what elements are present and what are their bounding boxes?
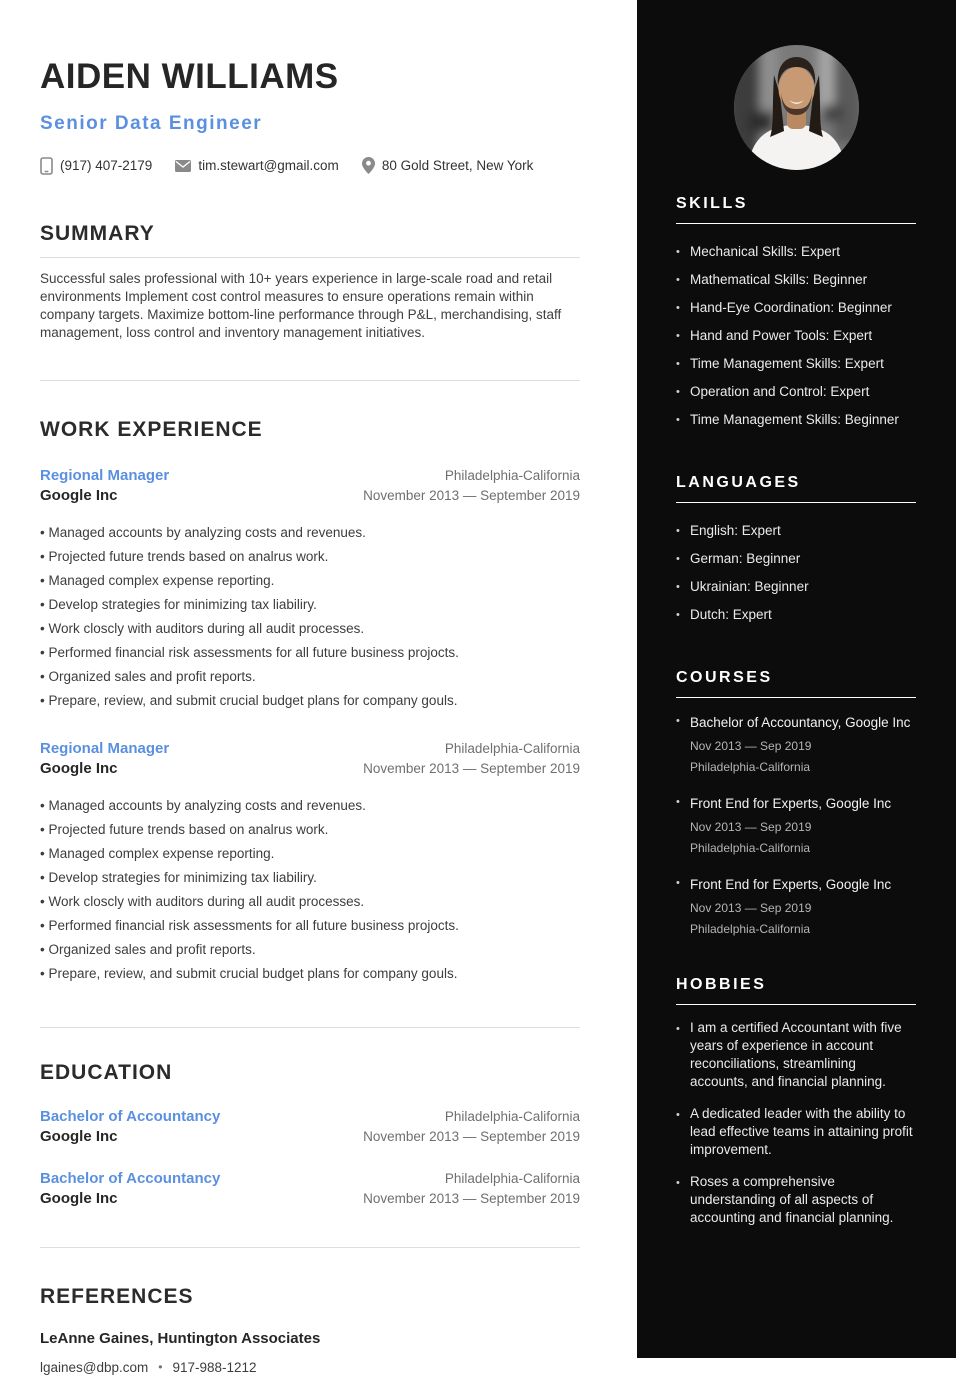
education-heading: EDUCATION [40, 1060, 173, 1084]
education-location: Philadelphia-California [444, 1108, 580, 1124]
job-bullet: • Prepare, review, and submit crucial budget plans for company gouls. [40, 689, 580, 713]
email-icon [175, 160, 191, 172]
job-entry [40, 739, 580, 986]
job-bullet: • Develop strategies for minimizing tax liabiliry. [40, 866, 580, 890]
contact-phone-text: (917) 407-2179 [60, 158, 153, 173]
course-item [676, 795, 916, 855]
education-school: Google Inc [40, 1127, 118, 1145]
job-bullet: • Performed financial risk assessments for all future business projocts. [40, 641, 580, 665]
contact-email-text: tim.stewart@gmail.com [198, 158, 339, 173]
job-location: Philadelphia-California [444, 467, 580, 483]
course-title: • Bachelor of Accountancy, Google Inc [690, 715, 911, 730]
separator-dot: • [158, 1360, 163, 1374]
job-bullet: • Projected future trends based on analrus work. [40, 545, 580, 569]
languages-section [676, 474, 916, 629]
references-section [40, 1285, 580, 1375]
person-name: AIDEN WILLIAMS [40, 57, 339, 96]
courses-list [676, 714, 916, 936]
job-header [40, 739, 580, 779]
contact-address-text: 80 Gold Street, New York [381, 158, 534, 173]
job-bullet: • Managed complex expense reporting. [40, 569, 580, 593]
education-school: Google Inc [40, 1189, 118, 1207]
divider [40, 380, 580, 381]
reference-contact [40, 1360, 580, 1375]
hobbies-section [676, 976, 916, 1227]
contact-address [362, 157, 534, 174]
skill-item: • Mechanical Skills: Expert [676, 238, 916, 266]
job-bullet-list [40, 521, 580, 713]
course-dates: Nov 2013 — Sep 2019 [690, 739, 812, 753]
course-location: Philadelphia-California [690, 760, 811, 774]
course-location: Philadelphia-California [690, 922, 811, 936]
language-item: • German: Beginner [676, 545, 916, 573]
divider [40, 1027, 580, 1028]
education-degree: Bachelor of Accountancy [40, 1107, 221, 1125]
job-bullet: • Work closcly with auditors during all audit processes. [40, 617, 580, 641]
course-title: • Front End for Experts, Google Inc [690, 877, 892, 892]
reference-name: LeAnne Gaines, Huntington Associates [40, 1329, 321, 1347]
course-location: Philadelphia-California [690, 841, 811, 855]
skills-section [676, 195, 916, 434]
contact-email [175, 158, 338, 173]
job-title: Regional Manager [40, 466, 170, 484]
person-job-title: Senior Data Engineer [40, 112, 263, 134]
languages-heading: LANGUAGES [676, 474, 916, 503]
course-dates: Nov 2013 — Sep 2019 [690, 820, 812, 834]
job-bullet: • Managed accounts by analyzing costs and revenues. [40, 521, 580, 545]
course-dates: Nov 2013 — Sep 2019 [690, 901, 812, 915]
references-heading: REFERENCES [40, 1284, 194, 1308]
language-item: • Dutch: Expert [676, 601, 916, 629]
job-bullet: • Performed financial risk assessments for all future business projocts. [40, 914, 580, 938]
sidebar [637, 0, 956, 1358]
language-item: • English: Expert [676, 517, 916, 545]
education-section [40, 1061, 580, 1209]
course-title: • Front End for Experts, Google Inc [690, 796, 892, 811]
summary-text: Successful sales professional with 10+ years experience in large-scale road and retail environments Implement cost control measures to ensure operations remain within company targets. Maximize bottom-line performance through P&L, merchandising, staff management, loss control and inventory management initiatives. [40, 270, 562, 340]
job-title: Regional Manager [40, 739, 170, 757]
job-location: Philadelphia-California [444, 740, 580, 756]
job-company: Google Inc [40, 486, 118, 504]
job-header [40, 466, 580, 506]
education-entry [40, 1107, 580, 1147]
skill-item: • Operation and Control: Expert [676, 378, 916, 406]
courses-section [676, 669, 916, 936]
hobbies-heading: HOBBIES [676, 976, 916, 1005]
divider [40, 1247, 580, 1248]
job-bullet: • Organized sales and profit reports. [40, 665, 580, 689]
divider [40, 257, 580, 258]
hobby-item: • A dedicated leader with the ability to lead effective teams in attaining profit improvement. [676, 1105, 916, 1159]
job-bullet: • Organized sales and profit reports. [40, 938, 580, 962]
job-bullet: • Managed complex expense reporting. [40, 842, 580, 866]
languages-list [676, 517, 916, 629]
education-entry [40, 1169, 580, 1209]
job-bullet: • Projected future trends based on analrus work. [40, 818, 580, 842]
work-experience-section [40, 418, 580, 986]
course-item [676, 876, 916, 936]
reference-email: lgaines@dbp.com [40, 1359, 149, 1375]
education-degree: Bachelor of Accountancy [40, 1169, 221, 1187]
job-company: Google Inc [40, 759, 118, 777]
job-bullet: • Prepare, review, and submit crucial budget plans for company gouls. [40, 962, 580, 986]
courses-heading: COURSES [676, 669, 916, 698]
summary-section [40, 222, 580, 342]
job-dates: November 2013 — September 2019 [363, 487, 580, 503]
skill-item: • Hand and Power Tools: Expert [676, 322, 916, 350]
profile-photo [734, 45, 859, 170]
skill-item: • Time Management Skills: Expert [676, 350, 916, 378]
job-bullet: • Managed accounts by analyzing costs and revenues. [40, 794, 580, 818]
location-icon [362, 157, 375, 174]
job-dates: November 2013 — September 2019 [363, 760, 580, 776]
reference-phone: 917-988-1212 [172, 1359, 257, 1375]
job-bullet: • Develop strategies for minimizing tax liabiliry. [40, 593, 580, 617]
language-item: • Ukrainian: Beginner [676, 573, 916, 601]
education-location: Philadelphia-California [444, 1170, 580, 1186]
contact-row [40, 157, 580, 175]
skill-item: • Hand-Eye Coordination: Beginner [676, 294, 916, 322]
course-item [676, 714, 916, 774]
skills-list [676, 238, 916, 434]
education-dates: November 2013 — September 2019 [363, 1128, 580, 1144]
hobby-item: • I am a certified Accountant with five years of experience in account reconciliations, streamlining accounts, and financial planning. [676, 1019, 916, 1091]
education-dates: November 2013 — September 2019 [363, 1190, 580, 1206]
job-entry [40, 466, 580, 713]
hobbies-list [676, 1019, 916, 1227]
skill-item: • Mathematical Skills: Beginner [676, 266, 916, 294]
phone-icon [40, 157, 53, 175]
skill-item: • Time Management Skills: Beginner [676, 406, 916, 434]
contact-phone [40, 157, 152, 175]
work-experience-heading: WORK EXPERIENCE [40, 417, 263, 441]
skills-heading: SKILLS [676, 195, 916, 224]
job-bullet: • Work closcly with auditors during all audit processes. [40, 890, 580, 914]
summary-heading: SUMMARY [40, 221, 155, 245]
job-bullet-list [40, 794, 580, 986]
hobby-item: • Roses a comprehensive understanding of all aspects of accounting and financial planning. [676, 1173, 916, 1227]
